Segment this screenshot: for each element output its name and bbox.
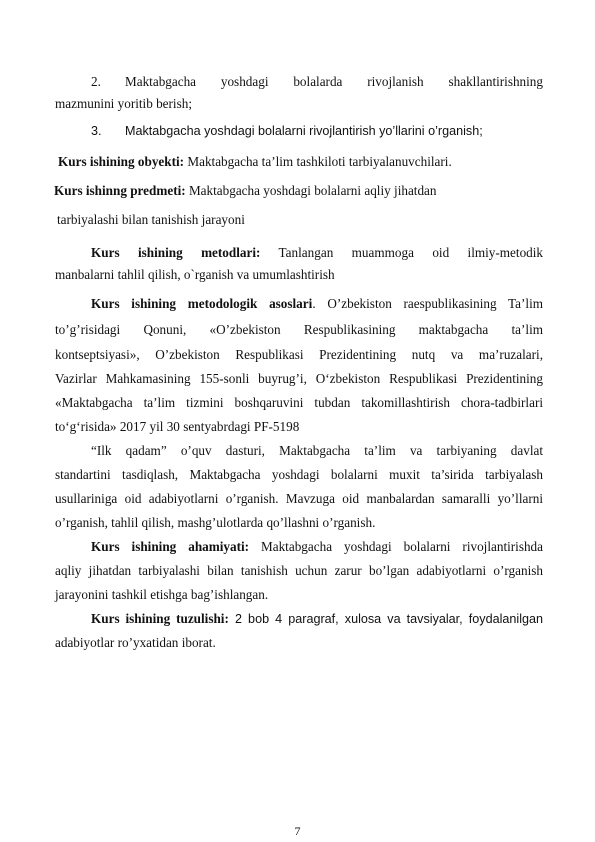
structure-paragraph (91, 611, 543, 627)
basis-paragraph (91, 296, 543, 312)
methods-paragraph (91, 245, 543, 261)
list-text: Maktabgacha yoshdagi bolalarni rivojlantirish yo’llarini o’rganish; (125, 124, 483, 138)
list-item-2 (91, 74, 543, 90)
basis-line-2: to’g’risidagi Qonuni, «O’zbekiston Respublikasining maktabgacha ta’lim (55, 322, 543, 337)
list-item-3 (91, 123, 543, 139)
basis-line-9: usullariniga oid adabiyotlarni o’rganish. Mavzuga oid manbalardan samaralli yo’llarni (55, 491, 543, 506)
importance-line-3: jarayonini tashkil etishga bag’ishlangan. (55, 587, 269, 602)
object-paragraph (58, 154, 546, 170)
basis-line-6: to‘g‘risida» 2017 yil 30 sentyabrdagi PF-5198 (55, 419, 300, 434)
methods-label: Kurs ishining metodlari: (91, 245, 261, 260)
methods-cont: manbalarni tahlil qilish, o`rganish va umumlashtirish (55, 267, 335, 282)
structure-line-2: adabiyotlar ro’yxatidan iborat. (55, 635, 216, 650)
basis-line-4: Vazirlar Mahkamasining 155-sonli buyrug’i, O‘zbekiston Respublikasi Prezidentining (55, 371, 543, 386)
importance-paragraph (91, 539, 543, 555)
basis-text: . O’zbekiston raespublikasining Ta’lim (312, 296, 543, 311)
list-number: 3. (91, 124, 102, 138)
basis-line-8: standartini tasdiqlash, Maktabgacha yoshdagi bolalarni muxit ta’sirida tarbiyalash (55, 467, 543, 482)
importance-label: Kurs ishining ahamiyati: (91, 539, 250, 554)
basis-line-3: kontseptsiyasi», O’zbekiston Respublikasi Prezidentining nutq va ma’ruzalari, (55, 347, 543, 362)
object-text: Maktabgacha ta’lim tashkiloti tarbiyalanuvchilari. (184, 154, 452, 169)
importance-text: Maktabgacha yoshdagi bolalarni rivojlantirishda (249, 539, 544, 554)
methods-text: Tanlangan muammoga oid ilmiy-metodik (260, 245, 544, 260)
basis-label: Kurs ishining metodologik asoslari (91, 296, 313, 311)
subject-text: Maktabgacha yoshdagi bolalarni aqliy jihatdan (185, 183, 437, 198)
structure-text: 2 bob 4 paragraf, xulosa va tavsiyalar, foydalanilgan (228, 612, 543, 626)
importance-line-2: aqliy jihatdan tarbiyalashi bilan tanishish uchun zarur bo’lgan adabiyotlarni o’rganish (55, 563, 543, 578)
subject-cont: tarbiyalashi bilan tanishish jarayoni (57, 212, 245, 227)
list-item-2-cont: mazmunini yoritib berish; (55, 96, 192, 111)
structure-label: Kurs ishining tuzulishi: (91, 611, 229, 626)
subject-label: Kurs ishinng predmeti: (54, 183, 186, 198)
list-number: 2. (91, 74, 101, 89)
page-number: 7 (294, 824, 301, 838)
basis-line-7: “Ilk qadam” o’quv dasturi, Maktabgacha ta’lim va tarbiyaning davlat (91, 443, 543, 458)
object-label: Kurs ishining obyekti: (58, 154, 185, 169)
subject-paragraph (54, 183, 542, 199)
list-text: Maktabgacha yoshdagi bolalarda rivojlanish shakllantirishning (125, 74, 543, 89)
basis-line-10: o’rganish, tahlil qilish, mashg’ulotlarda qo’llashni o’rganish. (55, 515, 376, 530)
basis-line-5: «Maktabgacha ta’lim tizmini boshqaruvini tubdan takomillashtirish chora-tadbirlari (55, 395, 543, 410)
